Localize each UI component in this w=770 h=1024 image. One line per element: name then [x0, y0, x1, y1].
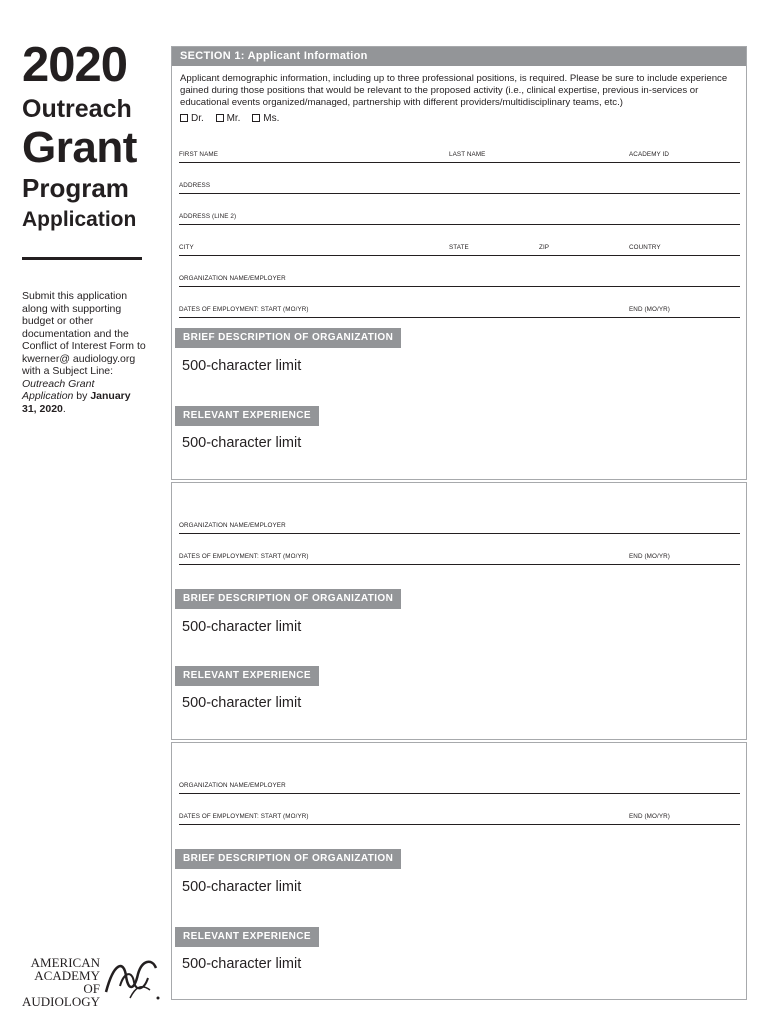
last-name-label: LAST NAME [449, 151, 486, 158]
title-outreach: Outreach [22, 95, 132, 123]
checkbox-ms[interactable] [252, 114, 260, 122]
org-name-field-2[interactable] [179, 520, 740, 534]
title-year: 2020 [22, 38, 128, 92]
title-ms-label: Ms. [263, 113, 280, 124]
state-label: STATE [449, 244, 469, 251]
sidebar [22, 40, 147, 415]
section-1-panel [171, 46, 747, 480]
logo-mark-icon [102, 956, 162, 1002]
submit-text-1: Submit this application along with supporting budget or other documentation and the Conflict of Interest Form to kwerner@ audiology.org with a Subject Line: [22, 290, 146, 377]
zip-label: ZIP [539, 244, 550, 251]
relevant-input-1[interactable]: 500-character limit [182, 435, 302, 451]
relevant-tag-3: RELEVANT EXPERIENCE [175, 927, 319, 947]
relevant-tag-1: RELEVANT EXPERIENCE [175, 406, 319, 426]
brief-desc-tag-3: BRIEF DESCRIPTION OF ORGANIZATION [175, 849, 401, 869]
submit-end: . [62, 402, 66, 415]
title-application: Application [22, 208, 137, 231]
logo-line-2: ACADEMY OF [34, 968, 100, 996]
title-grant: Grant [22, 123, 137, 172]
position-2-panel [171, 482, 747, 740]
dates-field-2[interactable] [179, 551, 740, 565]
title-options [172, 109, 746, 126]
academy-id-label: ACADEMY ID [629, 151, 670, 158]
title-dr[interactable] [180, 113, 204, 124]
city-row[interactable] [179, 242, 740, 256]
address2-label: ADDRESS (LINE 2) [179, 213, 237, 220]
section-1-header: SECTION 1: Applicant Information [172, 47, 746, 66]
section-1-intro: Applicant demographic information, including up to three professional positions, is required. Please be sure to include experience gained during those positions that would be relevant to the proposed activity (i.e., clinical expertise, previous in-services or educational events organized/managed, partnership with different providers/multidisciplinary teams, etc.) [180, 73, 728, 108]
dates-end-label-3: END (MO/YR) [629, 813, 670, 820]
dates-end-label-1: END (MO/YR) [629, 306, 670, 313]
logo-text [22, 956, 100, 1008]
brief-desc-input-1[interactable]: 500-character limit [182, 358, 302, 374]
dates-field-3[interactable] [179, 811, 740, 825]
title-ms[interactable] [252, 113, 279, 124]
country-label: COUNTRY [629, 244, 661, 251]
submit-text-2: by [73, 390, 91, 402]
submit-instructions [22, 290, 147, 415]
relevant-input-3[interactable]: 500-character limit [182, 956, 302, 972]
title-mr-label: Mr. [226, 113, 241, 124]
position-3-panel [171, 742, 747, 1000]
org-name-label-2: ORGANIZATION NAME/EMPLOYER [179, 522, 286, 529]
first-name-label: FIRST NAME [179, 151, 219, 158]
title-dr-label: Dr. [191, 113, 204, 124]
submit-subject: Outreach Grant Application [22, 377, 95, 402]
title-program: Program [22, 173, 129, 203]
dates-field-1[interactable] [179, 304, 740, 318]
address2-field[interactable] [179, 211, 740, 225]
brief-desc-tag-2: BRIEF DESCRIPTION OF ORGANIZATION [175, 589, 401, 609]
city-label: CITY [179, 244, 194, 251]
relevant-input-2[interactable]: 500-character limit [182, 695, 302, 711]
title-rule [22, 257, 142, 260]
address-label: ADDRESS [179, 182, 211, 189]
name-row[interactable] [179, 149, 740, 163]
org-name-field-1[interactable] [179, 273, 740, 287]
dates-end-label-2: END (MO/YR) [629, 553, 670, 560]
dates-start-label-2: DATES OF EMPLOYMENT: START (MO/YR) [179, 553, 309, 560]
logo-line-1: AMERICAN [30, 955, 100, 970]
submit-deadline: January 31, 2020 [22, 390, 131, 415]
checkbox-dr[interactable] [180, 114, 188, 122]
relevant-tag-2: RELEVANT EXPERIENCE [175, 666, 319, 686]
address-field[interactable] [179, 180, 740, 194]
brief-desc-input-3[interactable]: 500-character limit [182, 879, 302, 895]
logo-line-3: AUDIOLOGY [22, 994, 100, 1009]
dates-start-label-1: DATES OF EMPLOYMENT: START (MO/YR) [179, 306, 309, 313]
org-name-field-3[interactable] [179, 780, 740, 794]
org-name-label-1: ORGANIZATION NAME/EMPLOYER [179, 275, 286, 282]
dates-start-label-3: DATES OF EMPLOYMENT: START (MO/YR) [179, 813, 309, 820]
title-mr[interactable] [216, 113, 241, 124]
checkbox-mr[interactable] [216, 114, 224, 122]
brief-desc-input-2[interactable]: 500-character limit [182, 619, 302, 635]
aaa-logo [22, 955, 162, 1009]
brief-desc-tag-1: BRIEF DESCRIPTION OF ORGANIZATION [175, 328, 401, 348]
org-name-label-3: ORGANIZATION NAME/EMPLOYER [179, 782, 286, 789]
